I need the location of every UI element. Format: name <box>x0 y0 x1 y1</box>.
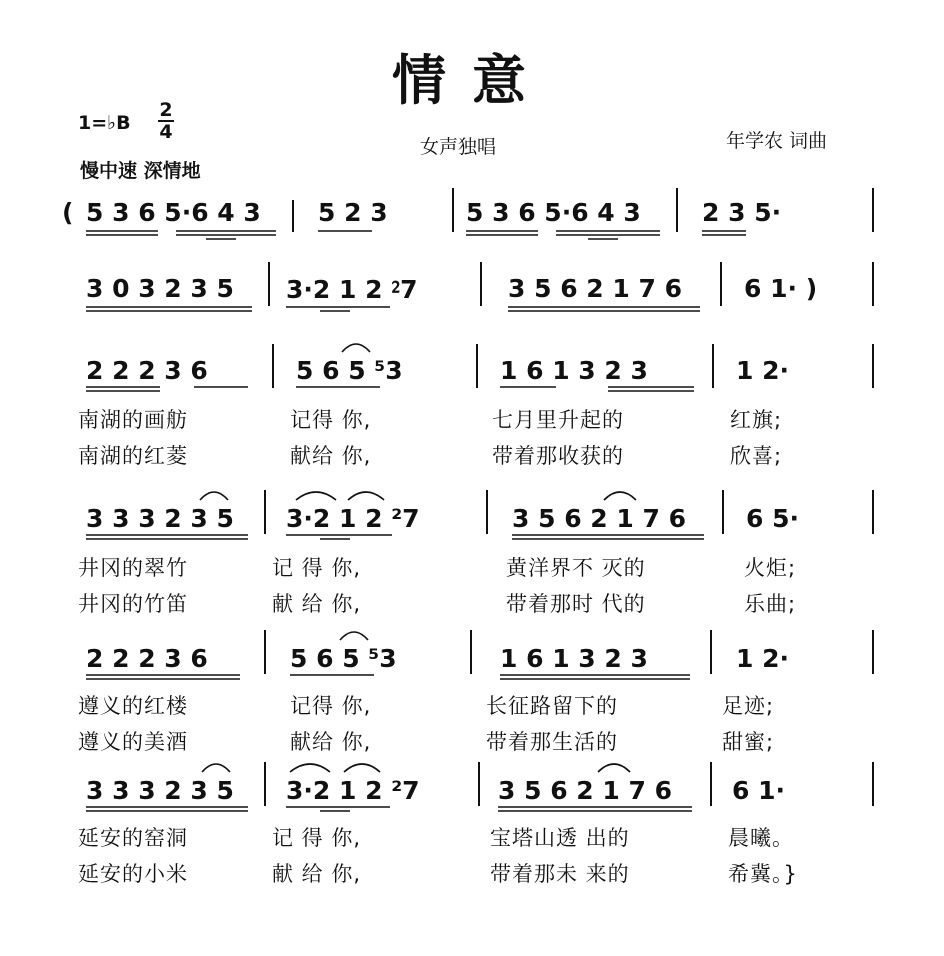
lyric-line: 献给 你, <box>290 444 372 468</box>
lyric-line: 献 给 你, <box>272 862 362 886</box>
lyric-line: 延安的窑洞 <box>78 826 188 850</box>
row3-measure1: 2 2 2 3 6 <box>86 356 208 385</box>
lyric-line: 晨曦。 <box>728 826 794 850</box>
row1-measure3: 5 3 6 5·6 4 3 <box>466 198 641 227</box>
song-title: 情意 <box>392 49 552 112</box>
row2-measure1: 3 0 3 2 3 5 <box>86 274 234 303</box>
lyric-line: 长征路留下的 <box>486 694 618 718</box>
lyric-line: 黄洋界不 灭的 <box>506 556 646 580</box>
lyric-line: 带着那收获的 <box>492 444 624 468</box>
lyric-line: 甜蜜; <box>722 730 775 754</box>
lyric-line: 遵义的红楼 <box>78 694 188 718</box>
row4-measure1: 3 3 3 2 3 5 <box>86 504 234 533</box>
credits: 年学农 词曲 <box>726 130 828 152</box>
lyric-line: 记得 你, <box>290 408 372 432</box>
lyric-line: 献给 你, <box>290 730 372 754</box>
lyric-line: 宝塔山透 出的 <box>490 826 630 850</box>
lyric-line: 七月里升起的 <box>492 408 624 432</box>
row4-measure2: 3·2 1 2 ²7 <box>286 504 420 533</box>
lyric-line: 南湖的画舫 <box>78 408 188 432</box>
lyric-line: 井冈的翠竹 <box>78 556 188 580</box>
row6-measure2: 3·2 1 2 ²7 <box>286 776 420 805</box>
row1-measure1: 5 3 6 5·6 4 3 <box>86 198 261 227</box>
lyric-line: 带着那时 代的 <box>506 592 646 616</box>
lyric-line: 希冀。} <box>728 862 798 886</box>
lyric-line: 红旗; <box>730 408 783 432</box>
lyric-line: 延安的小米 <box>78 862 188 886</box>
row5-measure2: 5 6 5 ⁵3 <box>290 644 397 673</box>
lyric-line: 献 给 你, <box>272 592 362 616</box>
lyric-line: 井冈的竹笛 <box>78 592 188 616</box>
tempo-marking: 慢中速 深情地 <box>80 160 201 182</box>
lyric-line: 南湖的红菱 <box>78 444 188 468</box>
row3-measure2: 5 6 5 ⁵3 <box>296 356 403 385</box>
open-paren: ( <box>62 198 74 227</box>
row3-measure4: 1 2· <box>736 356 789 385</box>
row4-measure4: 6 5· <box>746 504 799 533</box>
row3-measure3: 1 6 1 3 2 3 <box>500 356 648 385</box>
lyric-line: 记 得 你, <box>272 826 362 850</box>
row6-measure1: 3 3 3 2 3 5 <box>86 776 234 805</box>
row5-measure3: 1 6 1 3 2 3 <box>500 644 648 673</box>
row2-measure2: 3·2 1 2 ⁲7 <box>286 275 418 304</box>
lyric-line: 欣喜; <box>730 444 783 468</box>
time-bottom: 4 <box>159 121 173 143</box>
row2-measure4: 6 1· ) <box>744 274 818 303</box>
lyric-line: 乐曲; <box>744 592 797 616</box>
row6-measure4: 6 1· <box>732 776 785 805</box>
row2-measure3: 3 5 6 2 1 7 6 <box>508 274 682 303</box>
row1-measure4: 2 3 5· <box>702 198 782 227</box>
row4-measure3: 3 5 6 2 1 7 6 <box>512 504 686 533</box>
lyric-line: 记 得 你, <box>272 556 362 580</box>
performer: 女声独唱 <box>420 136 497 158</box>
row5-measure1: 2 2 2 3 6 <box>86 644 208 673</box>
row1-measure2: 5 2 3 <box>318 198 388 227</box>
lyric-line: 带着那生活的 <box>486 730 618 754</box>
time-top: 2 <box>159 99 173 121</box>
lyric-line: 带着那未 来的 <box>490 862 630 886</box>
row6-measure3: 3 5 6 2 1 7 6 <box>498 776 672 805</box>
lyric-line: 遵义的美酒 <box>78 730 188 754</box>
row5-measure4: 1 2· <box>736 644 789 673</box>
key-label: 1=♭B <box>78 112 131 134</box>
lyric-line: 足迹; <box>722 694 775 718</box>
lyric-line: 记得 你, <box>290 694 372 718</box>
lyric-line: 火炬; <box>744 556 797 580</box>
